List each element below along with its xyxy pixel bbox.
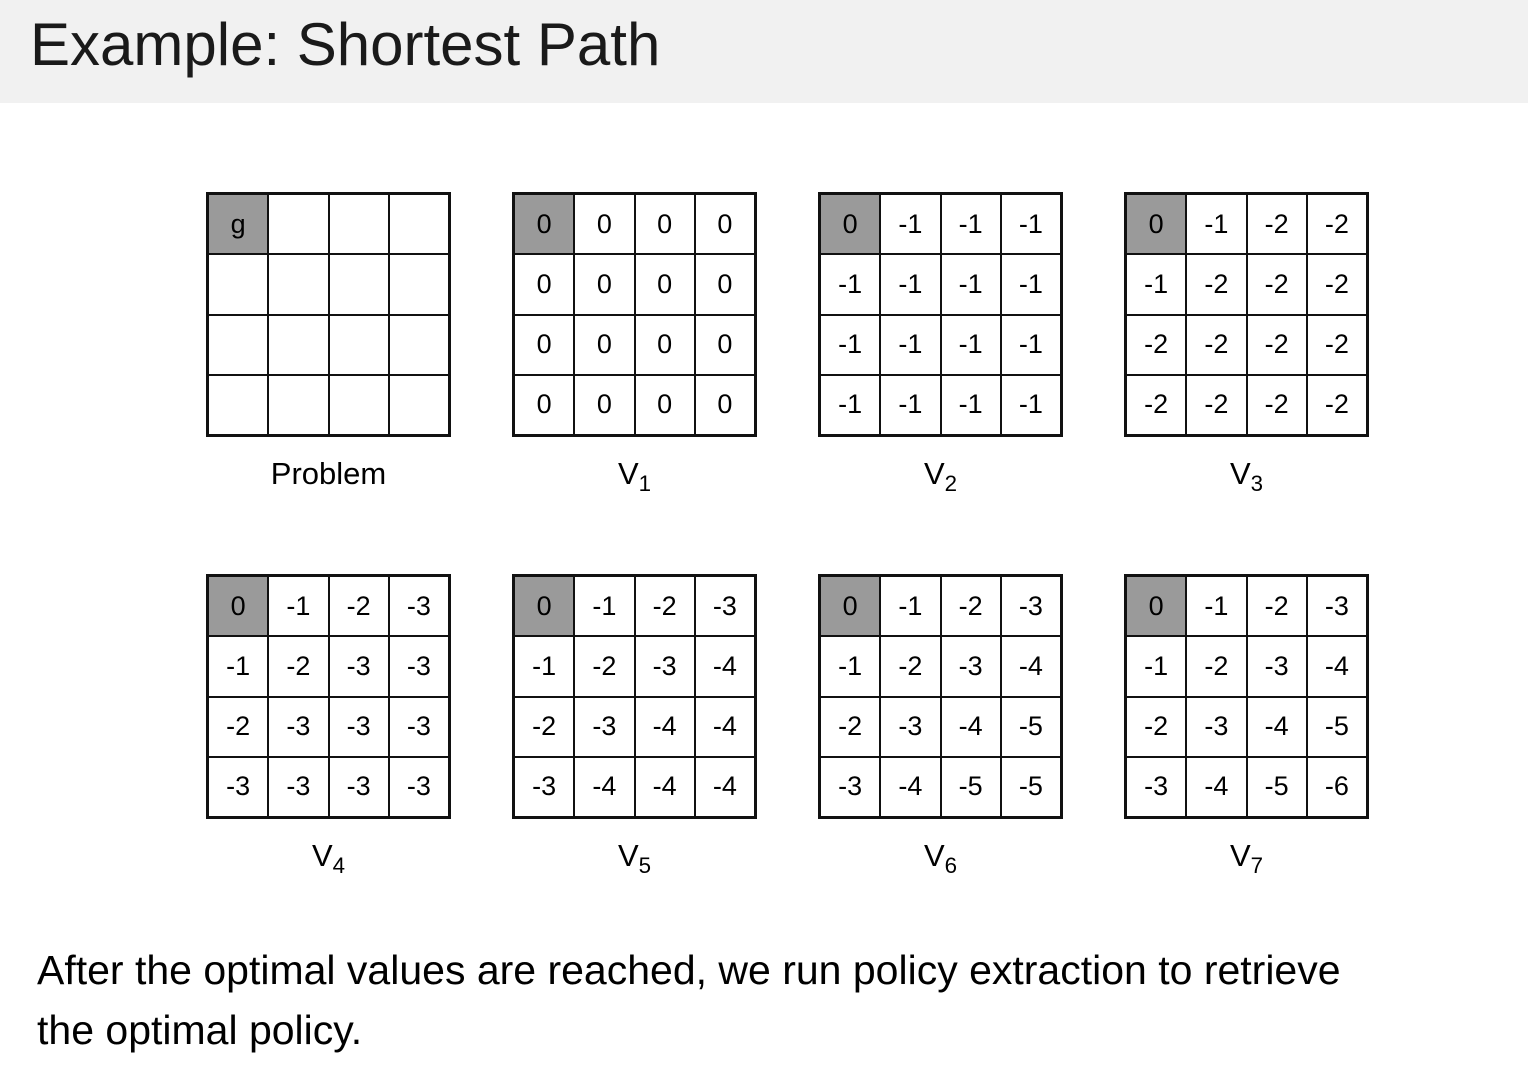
grid-cell: -1 [941, 315, 1001, 375]
grid-cell: -3 [1247, 636, 1307, 696]
grid-block-v6 [818, 574, 1063, 879]
grid-cell: 0 [695, 254, 755, 314]
grid-label-subscript: 5 [638, 853, 652, 879]
grid-cell: -2 [880, 636, 940, 696]
grid-cell [268, 254, 328, 314]
value-grid-v6 [818, 574, 1063, 819]
grid-cell: -2 [1126, 375, 1186, 435]
grid-cell: -4 [695, 697, 755, 757]
grid-cell: 0 [635, 254, 695, 314]
goal-cell: 0 [1126, 194, 1186, 254]
grid-cell: -3 [208, 757, 268, 817]
grid-cell: -2 [329, 576, 389, 636]
grid-label-text: Problem [270, 456, 387, 491]
grid-cell: -1 [1126, 636, 1186, 696]
grid-cell: -1 [820, 636, 880, 696]
grid-cell: -1 [941, 375, 1001, 435]
value-grid-v4 [206, 574, 451, 819]
grid-cell [208, 315, 268, 375]
grid-cell [208, 254, 268, 314]
grid-label-v3 [1229, 456, 1264, 497]
goal-cell: g [208, 194, 268, 254]
grid-cell: -1 [820, 254, 880, 314]
grid-cell: -2 [574, 636, 634, 696]
grid-row-top [206, 192, 1369, 497]
grid-cell [329, 375, 389, 435]
grid-cell: -4 [880, 757, 940, 817]
grid-cell: -5 [1247, 757, 1307, 817]
grid-cell: -3 [514, 757, 574, 817]
grid-label-subscript: 1 [638, 471, 652, 497]
grid-cell: -2 [1247, 576, 1307, 636]
value-grid-v7 [1124, 574, 1369, 819]
grid-cell: -5 [1307, 697, 1367, 757]
grid-cell: -1 [880, 375, 940, 435]
grid-label-v2 [923, 456, 958, 497]
goal-cell: 0 [820, 576, 880, 636]
grid-cell: -1 [880, 254, 940, 314]
grid-label-text: V [1229, 456, 1251, 491]
grid-cell: -4 [695, 636, 755, 696]
grid-block-v2 [818, 192, 1063, 497]
grid-label-subscript: 3 [1250, 471, 1264, 497]
grid-cell: -1 [574, 576, 634, 636]
grid-cell: -3 [389, 757, 449, 817]
grid-cell: -1 [880, 194, 940, 254]
grid-cell: 0 [514, 315, 574, 375]
grid-cell: -2 [1186, 636, 1246, 696]
grid-label-text: V [617, 456, 639, 491]
grid-label-text: V [617, 838, 639, 873]
grid-cell: -2 [941, 576, 1001, 636]
value-grid-v3 [1124, 192, 1369, 437]
grid-cell: -3 [1307, 576, 1367, 636]
grid-cell: -3 [329, 636, 389, 696]
grid-cell: -3 [389, 576, 449, 636]
grid-cell: -1 [1186, 194, 1246, 254]
grid-cell: -1 [880, 576, 940, 636]
grid-cell: -3 [389, 697, 449, 757]
grid-label-text: V [923, 838, 945, 873]
grid-block-v1 [512, 192, 757, 497]
goal-cell: 0 [1126, 576, 1186, 636]
goal-cell: 0 [820, 194, 880, 254]
grid-cell: -4 [635, 697, 695, 757]
grid-cell: -2 [1126, 697, 1186, 757]
grid-cell: -1 [941, 194, 1001, 254]
grid-cell [268, 315, 328, 375]
grid-label-subscript: 6 [944, 853, 958, 879]
grid-cell: -2 [1247, 254, 1307, 314]
grid-cell [389, 194, 449, 254]
grid-cell: -3 [941, 636, 1001, 696]
grid-label-v5 [617, 838, 652, 879]
grid-cell: 0 [514, 375, 574, 435]
goal-cell: 0 [208, 576, 268, 636]
grid-cell: 0 [635, 194, 695, 254]
slide-title: Example: Shortest Path [30, 11, 661, 78]
grid-cell [329, 254, 389, 314]
grid-cell: -1 [1126, 254, 1186, 314]
grid-cell: 0 [635, 315, 695, 375]
grid-label-subscript: 4 [332, 853, 346, 879]
grid-cell: -1 [1186, 576, 1246, 636]
grid-label-text: V [1229, 838, 1251, 873]
grid-cell: -1 [1001, 254, 1061, 314]
grid-cell: 0 [514, 254, 574, 314]
grid-cell: -1 [208, 636, 268, 696]
grid-cell [329, 315, 389, 375]
grid-cell: -1 [514, 636, 574, 696]
value-grid-v1 [512, 192, 757, 437]
grid-cell: -2 [1307, 254, 1367, 314]
value-grid-v5 [512, 574, 757, 819]
grid-cell: -1 [880, 315, 940, 375]
grid-cell: 0 [574, 254, 634, 314]
grid-cell: -2 [514, 697, 574, 757]
grid-cell: -2 [1247, 375, 1307, 435]
goal-cell: 0 [514, 576, 574, 636]
grid-cell: -1 [1001, 194, 1061, 254]
grid-cell [208, 375, 268, 435]
grid-row-bottom [206, 574, 1369, 879]
grid-cell: 0 [695, 375, 755, 435]
grid-cell: -2 [820, 697, 880, 757]
grid-cell: -3 [268, 757, 328, 817]
grid-cell: -2 [1247, 315, 1307, 375]
grid-block-v3 [1124, 192, 1369, 497]
grid-cell: -2 [1186, 375, 1246, 435]
grid-cell: -1 [820, 315, 880, 375]
grid-cell: -5 [1001, 757, 1061, 817]
grid-cell: -2 [1247, 194, 1307, 254]
grid-label-v1 [617, 456, 652, 497]
footer-text [37, 940, 1341, 1060]
grid-cell: -2 [268, 636, 328, 696]
grid-label-v7 [1229, 838, 1264, 879]
grid-cell: -2 [1307, 375, 1367, 435]
grid-cell: -1 [268, 576, 328, 636]
grid-block-problem [206, 192, 451, 492]
grid-cell: -1 [820, 375, 880, 435]
grid-cell: -5 [941, 757, 1001, 817]
grid-cell: -3 [635, 636, 695, 696]
grid-cell: -3 [389, 636, 449, 696]
grid-cell [389, 254, 449, 314]
grid-cell [268, 375, 328, 435]
grid-cell [389, 375, 449, 435]
grid-cell: -3 [695, 576, 755, 636]
grid-cell: -2 [635, 576, 695, 636]
grid-label-v4 [311, 838, 346, 879]
grid-cell: -3 [268, 697, 328, 757]
grid-cell: 0 [574, 375, 634, 435]
grid-cell: -4 [1247, 697, 1307, 757]
grid-cell: -1 [1001, 375, 1061, 435]
grid-block-v7 [1124, 574, 1369, 879]
grid-cell: 0 [695, 194, 755, 254]
goal-cell: 0 [514, 194, 574, 254]
grid-cell: -2 [1126, 315, 1186, 375]
grid-cell [329, 194, 389, 254]
grid-label-v6 [923, 838, 958, 879]
grid-block-v4 [206, 574, 451, 879]
grid-cell: -2 [1186, 254, 1246, 314]
grid-cell: -3 [1001, 576, 1061, 636]
grid-cell: -4 [1186, 757, 1246, 817]
grid-cell: 0 [635, 375, 695, 435]
grid-cell: -3 [329, 757, 389, 817]
grid-cell: -4 [695, 757, 755, 817]
grid-cell: -1 [1001, 315, 1061, 375]
grid-cell: -4 [574, 757, 634, 817]
grid-cell: -2 [1307, 315, 1367, 375]
grid-cell: -3 [329, 697, 389, 757]
grid-label-subscript: 2 [944, 471, 958, 497]
grid-cell [268, 194, 328, 254]
grid-cell: 0 [695, 315, 755, 375]
grid-cell: -2 [1186, 315, 1246, 375]
grid-cell: -5 [1001, 697, 1061, 757]
grid-label-text: V [311, 838, 333, 873]
grid-label-subscript: 7 [1250, 853, 1264, 879]
value-grid-problem [206, 192, 451, 437]
grid-cell: 0 [574, 315, 634, 375]
grid-cell [389, 315, 449, 375]
grid-cell: -3 [820, 757, 880, 817]
footer-line-2: the optimal policy. [37, 1007, 363, 1053]
grid-cell: -3 [880, 697, 940, 757]
grid-label-text: V [923, 456, 945, 491]
grid-cell: 0 [574, 194, 634, 254]
grid-cell: -2 [1307, 194, 1367, 254]
footer-line-1: After the optimal values are reached, we run policy extraction to retrieve [37, 947, 1341, 993]
grid-block-v5 [512, 574, 757, 879]
grid-cell: -3 [1186, 697, 1246, 757]
grid-cell: -6 [1307, 757, 1367, 817]
grid-cell: -3 [574, 697, 634, 757]
grid-cell: -4 [1307, 636, 1367, 696]
grid-cell: -1 [941, 254, 1001, 314]
grid-cell: -3 [1126, 757, 1186, 817]
grid-cell: -4 [941, 697, 1001, 757]
grid-label-problem [271, 456, 386, 492]
grid-cell: -2 [208, 697, 268, 757]
grid-cell: -4 [1001, 636, 1061, 696]
grid-cell: -4 [635, 757, 695, 817]
value-grid-v2 [818, 192, 1063, 437]
